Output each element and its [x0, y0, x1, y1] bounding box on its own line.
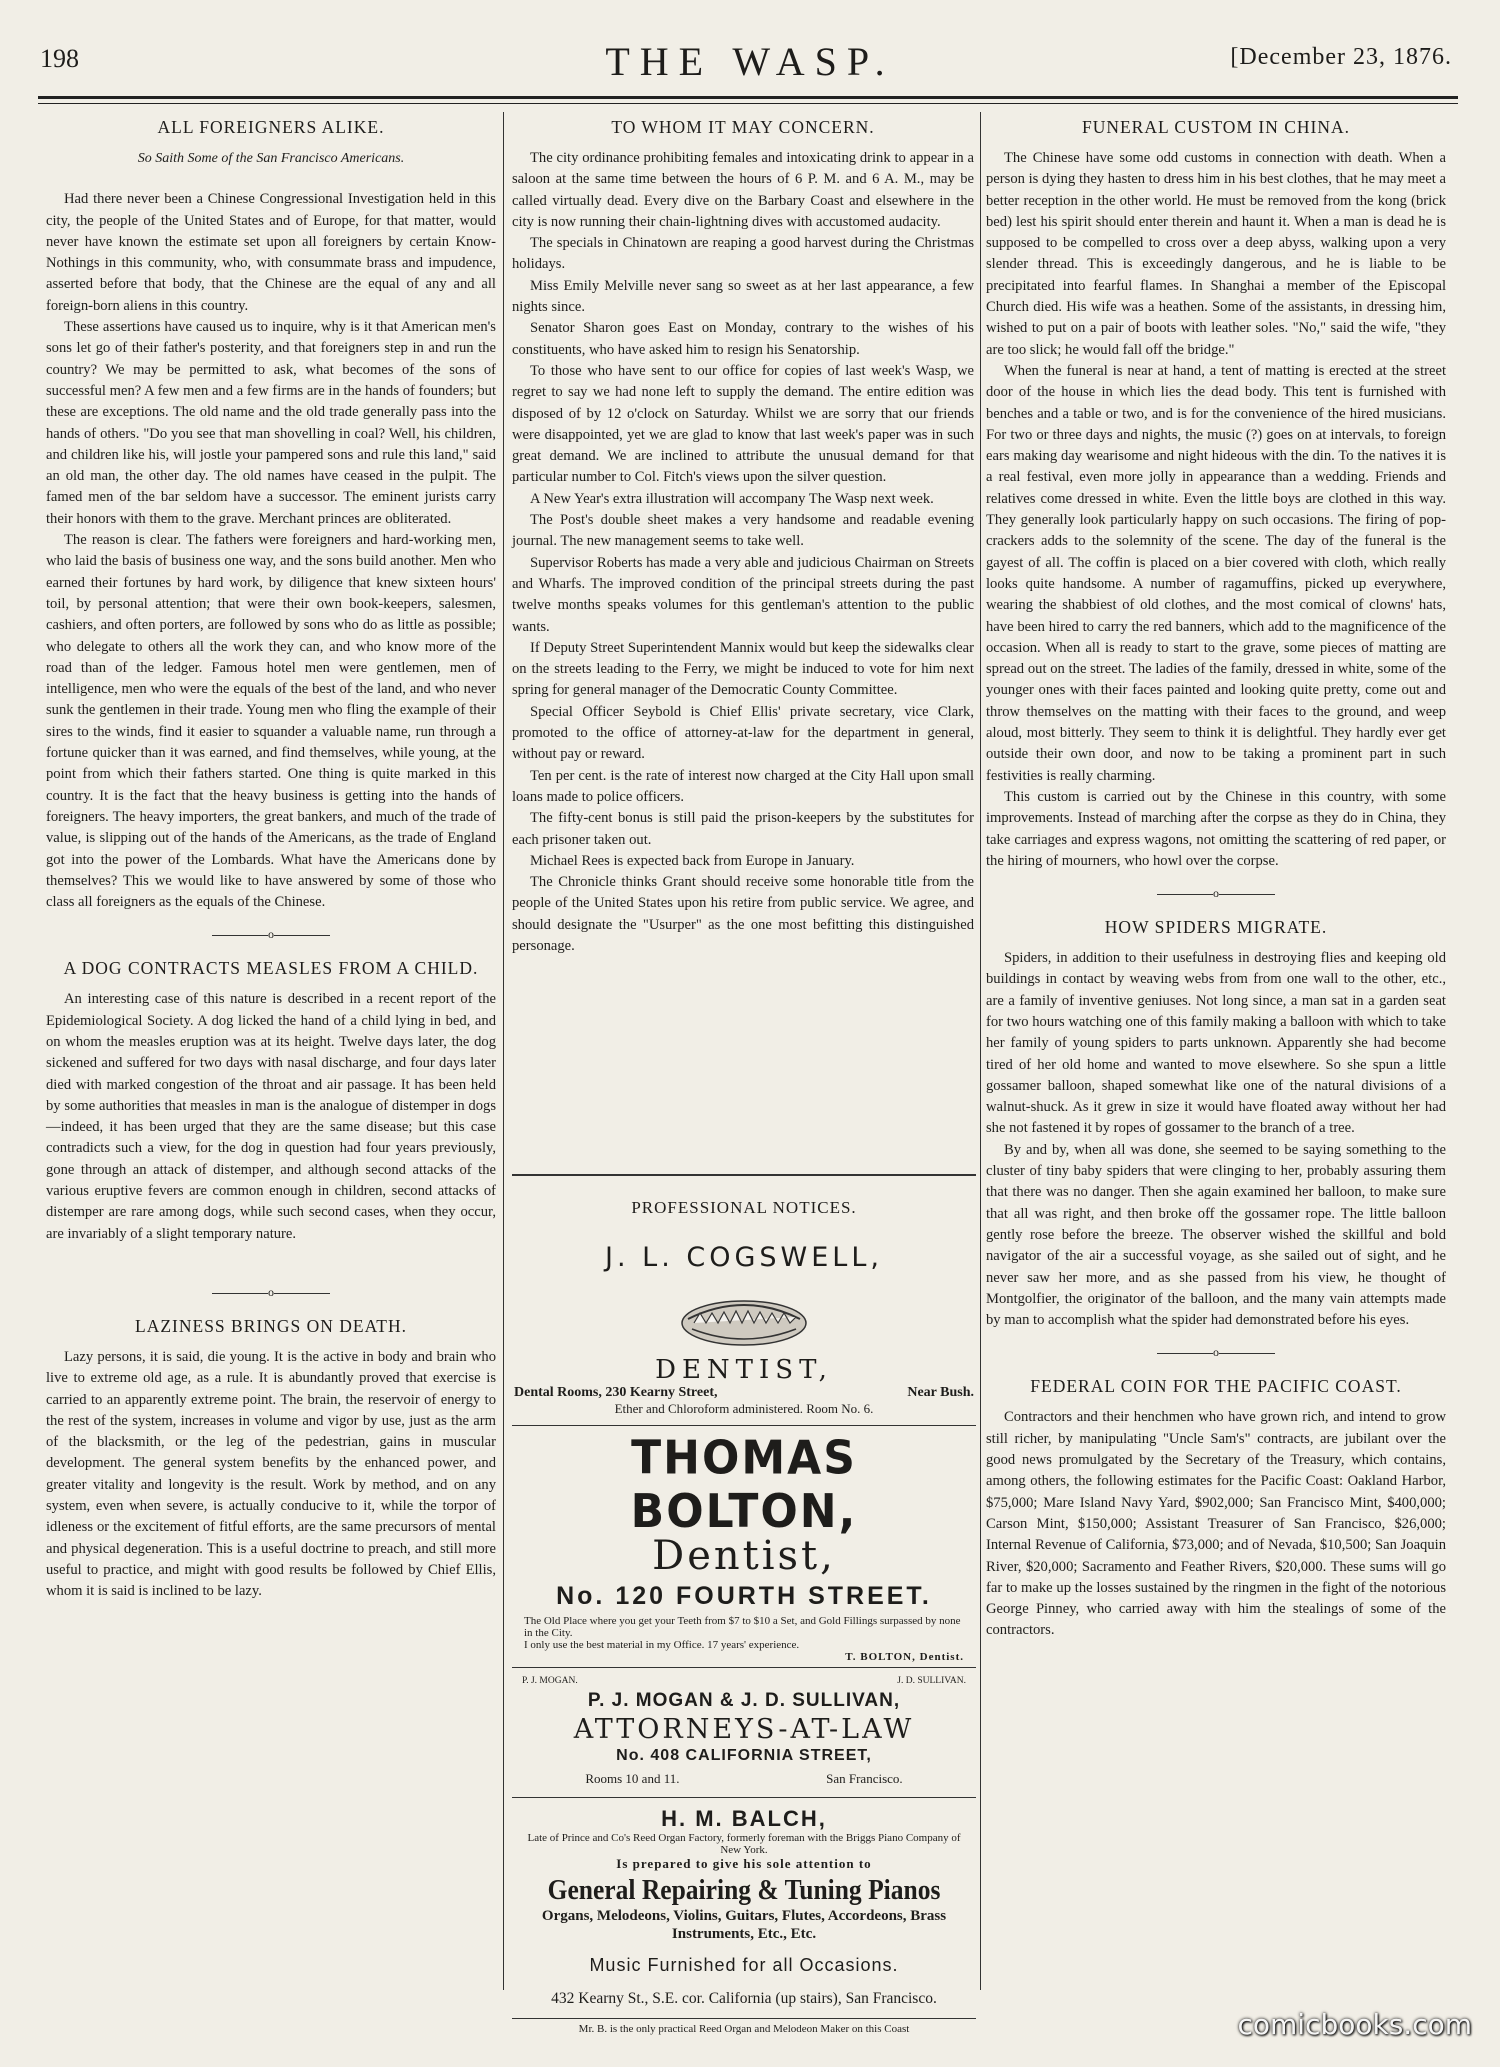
article-title: HOW SPIDERS MIGRATE. [1104, 917, 1328, 938]
ad-name: H. M. BALCH, [661, 1806, 827, 1831]
ad-tagline: Is prepared to give his sole attention to [616, 1856, 872, 1871]
ad-signature: T. BOLTON, Dentist. [845, 1651, 964, 1663]
paragraph: The specials in Chinatown are reaping a good harvest during the Christmas holidays. [512, 235, 974, 273]
column-divider [980, 112, 981, 1990]
ad-title: ATTORNEYS-AT-LAW [573, 1714, 915, 1745]
notices-heading: PROFESSIONAL NOTICES. [631, 1198, 857, 1217]
masthead-title: THE WASP. [605, 39, 895, 84]
paragraph: Senator Sharon goes East on Monday, contrary to the wishes of his constituents, who have asked him to resign his Senatorship. [512, 320, 974, 358]
article-title: ALL FOREIGNERS ALIKE. [157, 117, 385, 137]
article-title: FUNERAL CUSTOM IN CHINA. [1081, 117, 1351, 137]
paragraph: Ten per cent. is the rate of interest now charged at the City Hall upon small loans made to police officers. [512, 767, 974, 805]
article-subtitle: So Saith Some of the San Francisco Americans. [137, 151, 405, 166]
ad-address: No. 120 FOURTH STREET. [556, 1582, 932, 1610]
page-number: 198 [40, 44, 79, 73]
partner-name: J. D. SULLIVAN. [897, 1676, 966, 1686]
ad-headline: General Repairing & Tuning Pianos [547, 1874, 941, 1906]
column-divider [503, 112, 504, 1990]
column-left [46, 112, 496, 1603]
ad-address: No. 408 CALIFORNIA STREET, [616, 1747, 872, 1764]
ad-address: 432 Kearny St., S.E. cor. California (up stairs), San Francisco. [551, 1990, 937, 2007]
paragraph: The fifty-cent bonus is still paid the prison-keepers by the substitutes for each prisoner taken out. [512, 810, 974, 848]
paragraph: An interesting case of this nature is described in a recent report of the Epidemiological Society. A dog licked the hand of a child lying in bed, and on whom the measles eruption was at its height. Twelve days later, the dog sickened and suffered for two days with nasal discharge, and four days later died with marked congestion of the throat and air passage. It has been held by some authorities that measles in man is the analogue of distemper in dogs—indeed, it has been urged that they are the same disease; but this case contradicts such a view, for the dog in question had four years previously, gone through an attack of distemper, and although second attacks of the various eruptive fevers are common enough in children, second attacks of distemper are rare among dogs, while such second cases, when they occur, are invariably of a slight temporary nature. [46, 991, 496, 1242]
ad-instruments: Organs, Melodeons, Violins, Guitars, Flutes, Accordeons, Brass Instruments, Etc., Etc. [541, 1908, 947, 1942]
ad-address-cross: Near Bush. [907, 1385, 974, 1400]
section-separator: o [986, 1345, 1446, 1359]
ad-bolton [512, 1431, 976, 1663]
ad-fine-print: The Old Place where you get your Teeth from $7 to $10 a Set, and Gold Fillings surpassed by none in the City. [524, 1615, 961, 1639]
ad-title: Dentist, [652, 1533, 836, 1579]
section-separator: o [986, 886, 1446, 900]
ad-mogan-sullivan [512, 1668, 976, 1787]
ad-title: DENTIST, [655, 1355, 833, 1385]
ad-name: THOMAS BOLTON, [630, 1431, 858, 1539]
paragraph: Special Officer Seybold is Chief Ellis' private secretary, vice Clark, promoted to the office of attorney-at-law for the department in general, without pay or reward. [512, 703, 974, 763]
ad-rooms: Rooms 10 and 11. [585, 1771, 680, 1786]
paragraph: The Chronicle thinks Grant should receive some honorable title from the people of the United States upon his retire from public service. We agree, and should designate the "Usurper" as the one most befitting this distinguished personage. [512, 874, 974, 954]
article-title: LAZINESS BRINGS ON DEATH. [135, 1315, 407, 1336]
paragraph: Had there never been a Chinese Congressional Investigation held in this city, the people of the United States and of Europe, for that matter, would never have known the estimate set upon all foreigners by certain Know-Nothings in this community, who, with consummate brass and impudence, asserted before that body, that the Chinese are the equal of any and all foreign-born aliens in this country. [46, 191, 496, 314]
paragraph: The reason is clear. The fathers were foreigners and hard-working men, who laid the basis of business one way, and the sons build another. Men who earned their fortunes by hard work, by diligence that knew sixteen hours' toil, by personal attention; that were their own book-keepers, salesmen, cashiers, and often porters, are followed by sons who do as little as possible; who delegate to others all the work they can, and who know more of the road than of the ledger. Famous hotel men were gentlemen, men of intelligence, men who were the equals of the best of the land, and who never sunk the gentlemen in their trade. Young men who fling the example of their sires to the winds, find it easier to squander a valuable name, run through a fortune quicker than it was earned, and find themselves, while young, at the point from which their fathers started. One thing is quite marked in this country. It is the fact that the heavy business is getting into the hands of foreigners. The heavy importers, the great bankers, and much of the trade of value, is slipping out of the hands of the Americans, as the trade of England got into the power of the Lombards. What have the Americans done by themselves? This we would like to have answered by some of those who class all foreigners as the equals of the Chinese. [46, 532, 496, 911]
paragraph: The Post's double sheet makes a very handsome and readable evening journal. The new management seems to take well. [512, 512, 974, 550]
article-title: TO WHOM IT MAY CONCERN. [611, 117, 875, 137]
paragraph: A New Year's extra illustration will accompany The Wasp next week. [530, 490, 934, 507]
ad-fine-print: I only use the best material in my Office. 17 years' experience. [524, 1639, 800, 1651]
masthead-rule [38, 96, 1458, 99]
paragraph: Michael Rees is expected back from Europe in January. [530, 852, 855, 869]
article-title: FEDERAL COIN FOR THE PACIFIC COAST. [1030, 1376, 1402, 1397]
section-separator: o [46, 1285, 496, 1299]
paragraph: Supervisor Roberts has made a very able and judicious Chairman on Streets and Wharfs. The improved condition of the principal streets during the past twelve months speaks volumes for this gentleman's attention to the public wants. [512, 554, 974, 635]
paragraph: The Chinese have some odd customs in connection with death. When a person is dying they hasten to dress him in his best clothes, that he may meet a better reception in the other world. He must be removed from the kong (brick bed) lest his spirit should enter therein and haunt it. When a man is dead he is supposed to be compelled to cross over a deep abyss, walking upon a very slender thread. This is exceedingly dangerous, and he is liable to be precipitated into fearful flames. In Shanghai a member of the Episcopal Church died. His wife was a heathen. Some of the assistants, in dressing him, wished to put on a pair of boots with leather soles. "No," said the wife, "they are too slick; he would fall off the bridge." [986, 150, 1446, 358]
ad-name: P. J. MOGAN & J. D. SULLIVAN, [587, 1690, 901, 1711]
partner-name: P. J. MOGAN. [522, 1676, 578, 1686]
paragraph: The city ordinance prohibiting females and intoxicating drink to appear in a saloon at the same time between the hours of 6 P. M. and 6 A. M., may be called virtually dead. Every dive on the Barbary Coast and elsewhere in the city is now running their chain-lightning dives with accustomed audacity. [512, 150, 974, 230]
paragraph: To those who have sent to our office for copies of last week's Wasp, we regret to say we had none left to supply the demand. The entire edition was disposed of by 12 o'clock on Saturday. Whilst we are sorry that our friends were disappointed, yet we are glad to know that last week's paper was in such great demand. We are inclined to attribute the unusual demand for that particular number to Col. Fitch's views upon the silver question. [512, 362, 974, 486]
ad-footer: Mr. B. is the only practical Reed Organ and Melodeon Maker on this Coast [578, 2023, 910, 2035]
ad-city: San Francisco. [826, 1771, 903, 1786]
paragraph: This custom is carried out by the Chinese in this country, with some improvements. Instead of marching after the corpse as they do in China, they take carriages and express wagons, not omitting the scattering of red paper, or the hiring of mourners, who howl over the corpse. [986, 788, 1446, 869]
ad-address: Dental Rooms, 230 Kearny Street, [514, 1385, 718, 1400]
paragraph: If Deputy Street Superintendent Mannix would but keep the sidewalks clear on the streets leading to the Ferry, we might be induced to vote for him next spring for general manager of the Democratic County Committee. [512, 639, 974, 699]
paragraph: Lazy persons, it is said, die young. It is the active in body and brain who live to extreme old age, as a rule. It is abundantly proved that exercise is carried to an apparently extreme point. The brain, the reservoir of energy to the rest of the system, increases in volume and vigor by use, just as the arm of the blacksmith, or the leg of the pedestrian, gains in muscular development. The general system benefits by the enhanced power, and greater vitality and longevity is the result. Work by method, and on any system, even when severe, is actually conducive to it, while the torpor of idleness or the excitement of fitful efforts, are the same precursors of mental and physical degeneration. This is a useful doctrine to preach, and still more useful to practice, and might with good results be followed by Chief Ellis, whom it is said is inclined to be lazy. [46, 1348, 496, 1600]
section-separator: o [46, 927, 496, 941]
issue-date: [December 23, 1876. [1230, 44, 1452, 70]
paragraph: These assertions have caused us to inquire, why is it that American men's sons let go of their father's posterity, and that foreigners step in and run the country? We may be permitted to ask, what becomes of the sons of successful men? A few men and a few firms are in the hands of founders; but these are exceptions. The old name and the old trade generally pass into the hands of others. "Do you see that man shovelling in coal? Well, his children, and children like his, will jostle your pampered sons and rule this land," said an old man, the other day. The old names have ceased in the pulpit. The famed men of the bar seldom have a successor. The eminent jurists carry their honors with them to the grave. Merchant princes are obliterated. [46, 319, 496, 527]
ad-balch [512, 1806, 976, 2035]
professional-notices [512, 1174, 976, 2035]
ad-note: Ether and Chloroform administered. Room No. 6. [614, 1401, 874, 1416]
dentures-illustration [664, 1283, 824, 1353]
paragraph: Miss Emily Melville never sang so sweet as at her last appearance, a few nights since. [512, 277, 974, 316]
ad-music: Music Furnished for all Occasions. [589, 1955, 899, 1975]
masthead-rule-thin [38, 103, 1458, 104]
paragraph: By and by, when all was done, she seemed to be saying something to the cluster of tiny baby spiders that were clinging to her, probably assuring them that there was no danger. Then she again examined her balloon, to make sure that all was right, and then broke off the gossamer rope. The little balloon gently rose before the breeze. The observer wished the skillful and bold navigator of the air a successful voyage, as she sailed out of sight, and he never saw her more, and as she passed from his view, he thought of Montgolfier, the originator of the balloon, and the many vain attempts made by man to accomplish what the spider had demonstrated before his eyes. [986, 1141, 1446, 1329]
ad-fine-print: Late of Prince and Co's Reed Organ Factory, formerly foreman with the Briggs Piano Company of New York. [527, 1832, 961, 1856]
paragraph: When the funeral is near at hand, a tent of matting is erected at the street door of the house in which lies the dead body. This tent is furnished with benches and a table or two, and is for the convenience of the hired musicians. For two or three days and nights, the music (?) goes on at intervals, to foreign ears making day wearisome and night hideous with the din. To the natives it is a real festival, even more jolly in appearance than a wedding. Friends and relatives come dressed in white. Even the little boys are clothed in this way. They generally look particularly happy on such occasions. The firing of pop-crackers adds to the solemnity of the scene. The day of the funeral is the gayest of all. The coffin is placed on a bier covered with cloth, which really looks quite handsome. A number of ragamuffins, picked up everywhere, wearing the shabbiest of old clothes, and the most comical of clowns' hats, have been hired to carry the red banners, which add to the magnificence of the occasion. When all is ready to start to the grave, some pieces of matting are spread out on the street. The ladies of the family, dressed in white, some of the younger ones with their faces painted and looking quite pretty, come out and throw themselves on the matting with their faces to the ground, and weep aloud, most bitterly. They seem to think it is delightful. They hardly ever get outside their own door, and now to be taking a prominent part in such festivities is really charming. [986, 362, 1446, 784]
ad-name: J. L. COGSWELL, [605, 1242, 883, 1273]
paragraph: Spiders, in addition to their usefulness in destroying flies and keeping old buildings in contact by weaving webs from from one wall to the other, etc., are a family of inventive geniuses. Not long since, a man sat in a garden seat for two hours watching one of this family making a balloon with which to take her family of young spiders to parts unknown. Apparently she had become tired of her old home and wanted to move elsewhere. So she spun a little gossamer balloon, shaped somewhat like one of the natural divisions of a walnut-shuck. As it grew in size it would have floated away without her had she not fastened it by ropes of gossamer to the branch of a tree. [986, 950, 1446, 1137]
article-title: A DOG CONTRACTS MEASLES FROM A CHILD. [63, 958, 479, 979]
column-right [986, 112, 1446, 1642]
column-middle [512, 112, 974, 957]
ad-cogswell [512, 1242, 976, 1417]
watermark: comicbooks.com [1237, 2008, 1472, 2041]
paragraph: Contractors and their henchmen who have grown rich, and intend to grow still richer, by manipulating "Uncle Sam's" contracts, are jubilant over the good news promulgated by the Secretary of the Treasury, which contains, among others, the following estimates for the Pacific Coast: Oakland Harbor, $75,000; Mare Island Navy Yard, $902,000; San Francisco Mint, $400,000; Carson Mint, $150,000; Assistant Treasurer of San Francisco, $26,000; Internal Revenue of California, $73,000; and of Nevada, $10,500; San Joaquin River, $20,000; Sacramento and Feather Rivers, $20,000. These sums will go far to make up the losses sustained by the ringmen in the fight of the notorious George Pinney, who carried away with him the stealings of some of the contractors. [986, 1409, 1446, 1639]
